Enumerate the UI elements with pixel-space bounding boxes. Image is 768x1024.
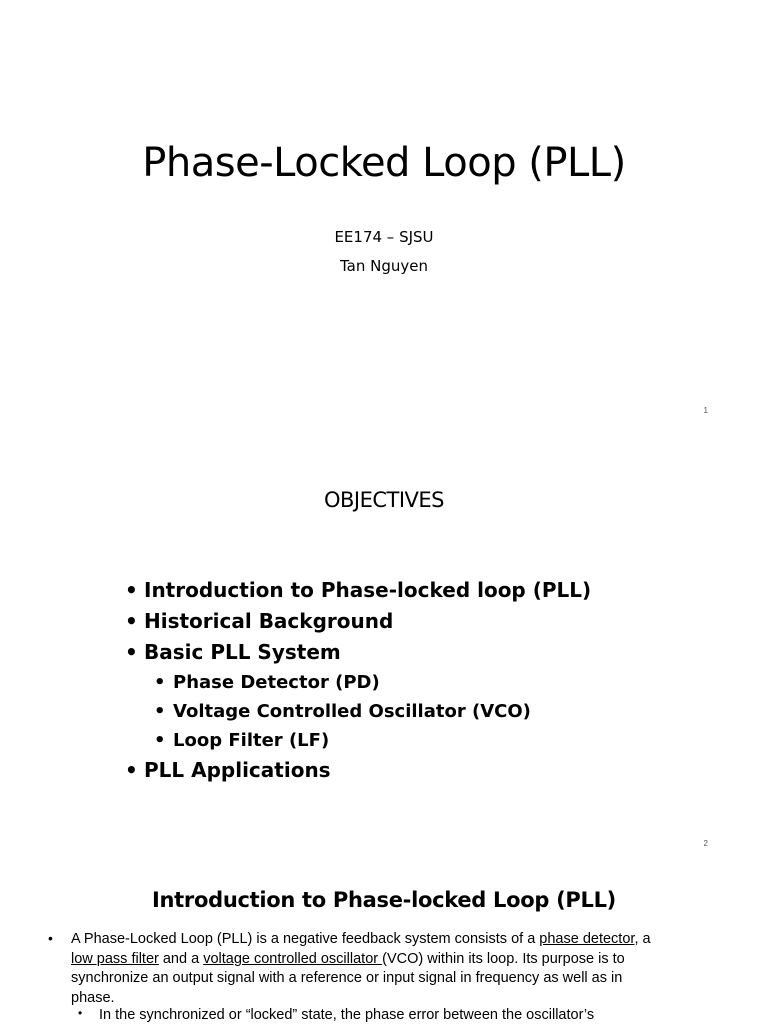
list-item	[125, 606, 591, 637]
list-item-label: PLL Applications	[144, 758, 331, 782]
list-item-label: Historical Background	[144, 609, 394, 633]
text-run: and a	[158, 950, 204, 967]
bullet-icon: •	[125, 578, 138, 602]
bullet-icon: •	[154, 701, 166, 722]
list-item	[154, 726, 591, 755]
link-vco[interactable]: voltage controlled oscillator	[203, 950, 383, 967]
list-item-label: Basic PLL System	[144, 640, 341, 664]
title-slide	[0, 0, 768, 432]
list-item	[125, 575, 591, 606]
author-name: Tan Nguyen	[339, 257, 428, 275]
objectives-list	[125, 575, 591, 786]
bullet-icon: •	[125, 640, 138, 664]
list-item	[125, 637, 591, 668]
objectives-slide	[0, 432, 768, 864]
page-number: 2	[703, 839, 708, 848]
slide-title: OBJECTIVES	[323, 488, 445, 512]
bullet-icon: •	[154, 730, 166, 751]
bullet-icon: •	[48, 930, 53, 946]
bullet-icon: •	[154, 672, 166, 693]
text-run: A Phase-Locked Loop (PLL) is a negative feedback system consists of a	[71, 931, 540, 947]
list-item-label: Introduction to Phase-locked loop (PLL)	[144, 578, 592, 602]
list-item	[125, 755, 591, 786]
link-low-pass-filter[interactable]: low pass filter	[71, 950, 159, 967]
list-item-label: Loop Filter (LF)	[173, 730, 330, 751]
sub-paragraph: In the synchronized or “locked” state, the phase error between the oscillator’s	[99, 1007, 595, 1023]
list-item	[154, 697, 591, 726]
text-run: (VCO) within its loop. Its purpose is to synchronize an output signal with a reference or input signal in frequency as well as in phase.	[71, 950, 625, 1006]
page-number: 1	[703, 406, 708, 415]
presentation-title: Phase-Locked Loop (PLL)	[142, 140, 626, 186]
intro-slide	[0, 864, 768, 1024]
list-item-label: Voltage Controlled Oscillator (VCO)	[173, 701, 531, 722]
list-item	[154, 668, 591, 697]
bullet-icon: •	[125, 758, 138, 782]
course-label: EE174 – SJSU	[334, 228, 434, 246]
intro-paragraph	[71, 930, 651, 1008]
link-phase-detector[interactable]: phase detector	[539, 931, 635, 947]
list-item-label: Phase Detector (PD)	[173, 672, 380, 693]
text-run: , a	[634, 931, 651, 947]
slide-title: Introduction to Phase-locked Loop (PLL)	[152, 888, 616, 912]
bullet-icon: •	[125, 609, 138, 633]
bullet-icon: •	[78, 1006, 83, 1020]
